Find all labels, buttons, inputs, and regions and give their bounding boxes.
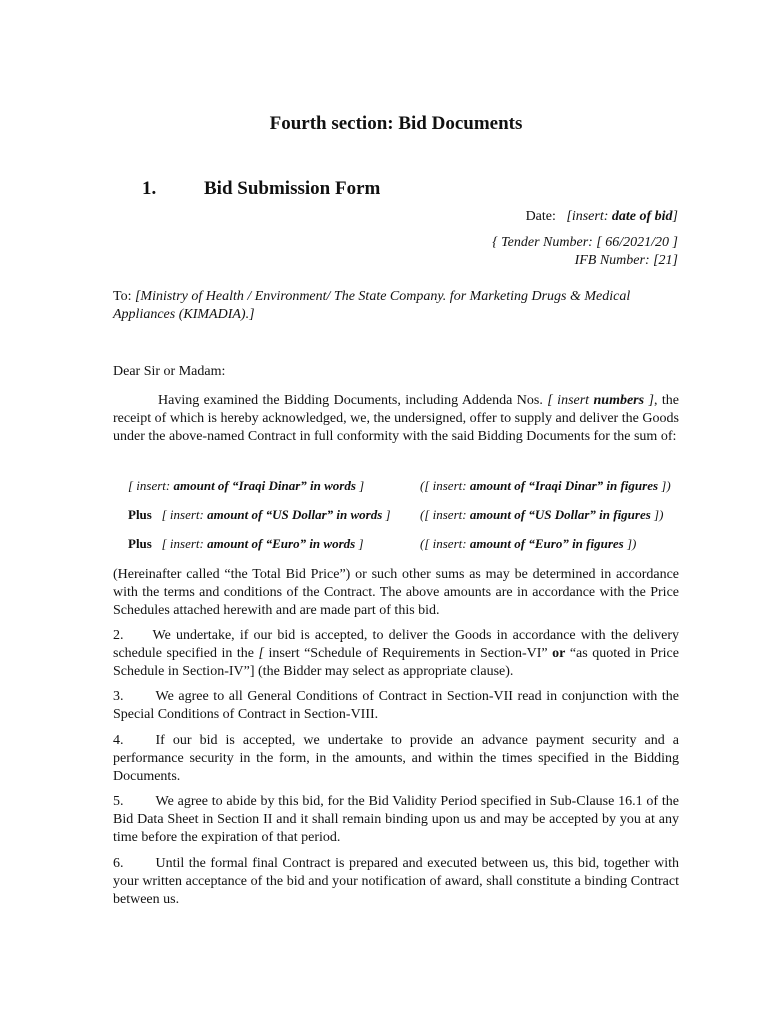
ifb-number: IFB Number: [21] — [574, 253, 678, 268]
clause-3: 3. We agree to all General Conditions of Contract in Section-VII read in conjunction with the Special Conditions of Contract in Section-VIII. — [113, 689, 679, 722]
amount-eur-figures: ([ insert: amount of “Euro” in figures ]) — [420, 536, 637, 551]
addressee-text: [Ministry of Health / Environment/ The State Company. for Marketing Drugs & Medical Appliances (KIMADIA).] — [113, 289, 631, 322]
amount-iqd-words: [ insert: amount of “Iraqi Dinar” in words ] — [128, 478, 365, 493]
clause-number: 3. — [113, 689, 124, 704]
form-title-text: Bid Submission Form — [204, 178, 381, 199]
plus-label: Plus — [128, 536, 152, 551]
clause-number: 5. — [113, 794, 124, 809]
amount-eur-words: Plus [ insert: amount of “Euro” in words ] — [128, 536, 364, 551]
amount-usd-figures: ([ insert: amount of “US Dollar” in figures ]) — [420, 507, 664, 522]
form-number: 1. — [142, 178, 157, 199]
amount-usd-words: Plus [ insert: amount of “US Dollar” in words ] — [128, 507, 391, 522]
salutation: Dear Sir or Madam: — [113, 364, 226, 379]
date-placeholder: [insert: date of bid] — [566, 209, 678, 224]
clause-number: 2. — [113, 628, 124, 643]
form-title — [142, 178, 380, 200]
intro-paragraph: Having examined the Bidding Documents, including Addenda Nos. [ insert numbers ], the receipt of which is hereby acknowledged, we, the undersigned, offer to supply and deliver the Goods under the above-named Contract in full conformity with the said Bidding Documents for the sum of: — [113, 393, 680, 444]
clause-2: 2. We undertake, if our bid is accepted, to deliver the Goods in accordance with the delivery schedule specified in the [ insert “Schedule of Requirements in Section-VI” or “as quoted in Price Schedule in Section-IV”] (the Bidder may select as appropriate clause). — [113, 628, 679, 679]
to-label: To: — [113, 289, 135, 304]
plus-label: Plus — [128, 507, 152, 522]
to-addressee — [113, 288, 679, 324]
clause-5: 5. We agree to abide by this bid, for the Bid Validity Period specified in Sub-Clause 16.1 of the Bid Data Sheet in Section II and it shall remain binding upon us and may be accepted by you at any time before the expiration of that period. — [113, 794, 679, 845]
clause-number: 4. — [113, 733, 124, 748]
tender-number: { Tender Number: [ 66/2021/20 ] — [492, 235, 678, 250]
amount-iqd-figures: ([ insert: amount of “Iraqi Dinar” in figures ]) — [420, 478, 671, 493]
tender-block — [492, 234, 678, 270]
clause-4: 4. If our bid is accepted, we undertake to provide an advance payment security and a performance security in the form, in the amounts, and within the times specified in the Bidding Documents. — [113, 733, 679, 784]
total-bid-price-paragraph: (Hereinafter called “the Total Bid Price”) or such other sums as may be determined in accordance with the terms and conditions of the Contract. The above amounts are in accordance with the Price Schedules attached herewith and are made part of this bid. — [113, 567, 679, 618]
date-line — [526, 208, 678, 226]
clause-6: 6. Until the formal final Contract is prepared and executed between us, this bid, together with your written acceptance of the bid and your notification of award, shall constitute a binding Contract between us. — [113, 856, 679, 907]
date-label: Date: — [525, 209, 556, 224]
addenda-placeholder: [ insert numbers ] — [547, 393, 654, 408]
clause-number: 6. — [113, 856, 124, 871]
section-title: Fourth section: Bid Documents — [269, 113, 523, 134]
